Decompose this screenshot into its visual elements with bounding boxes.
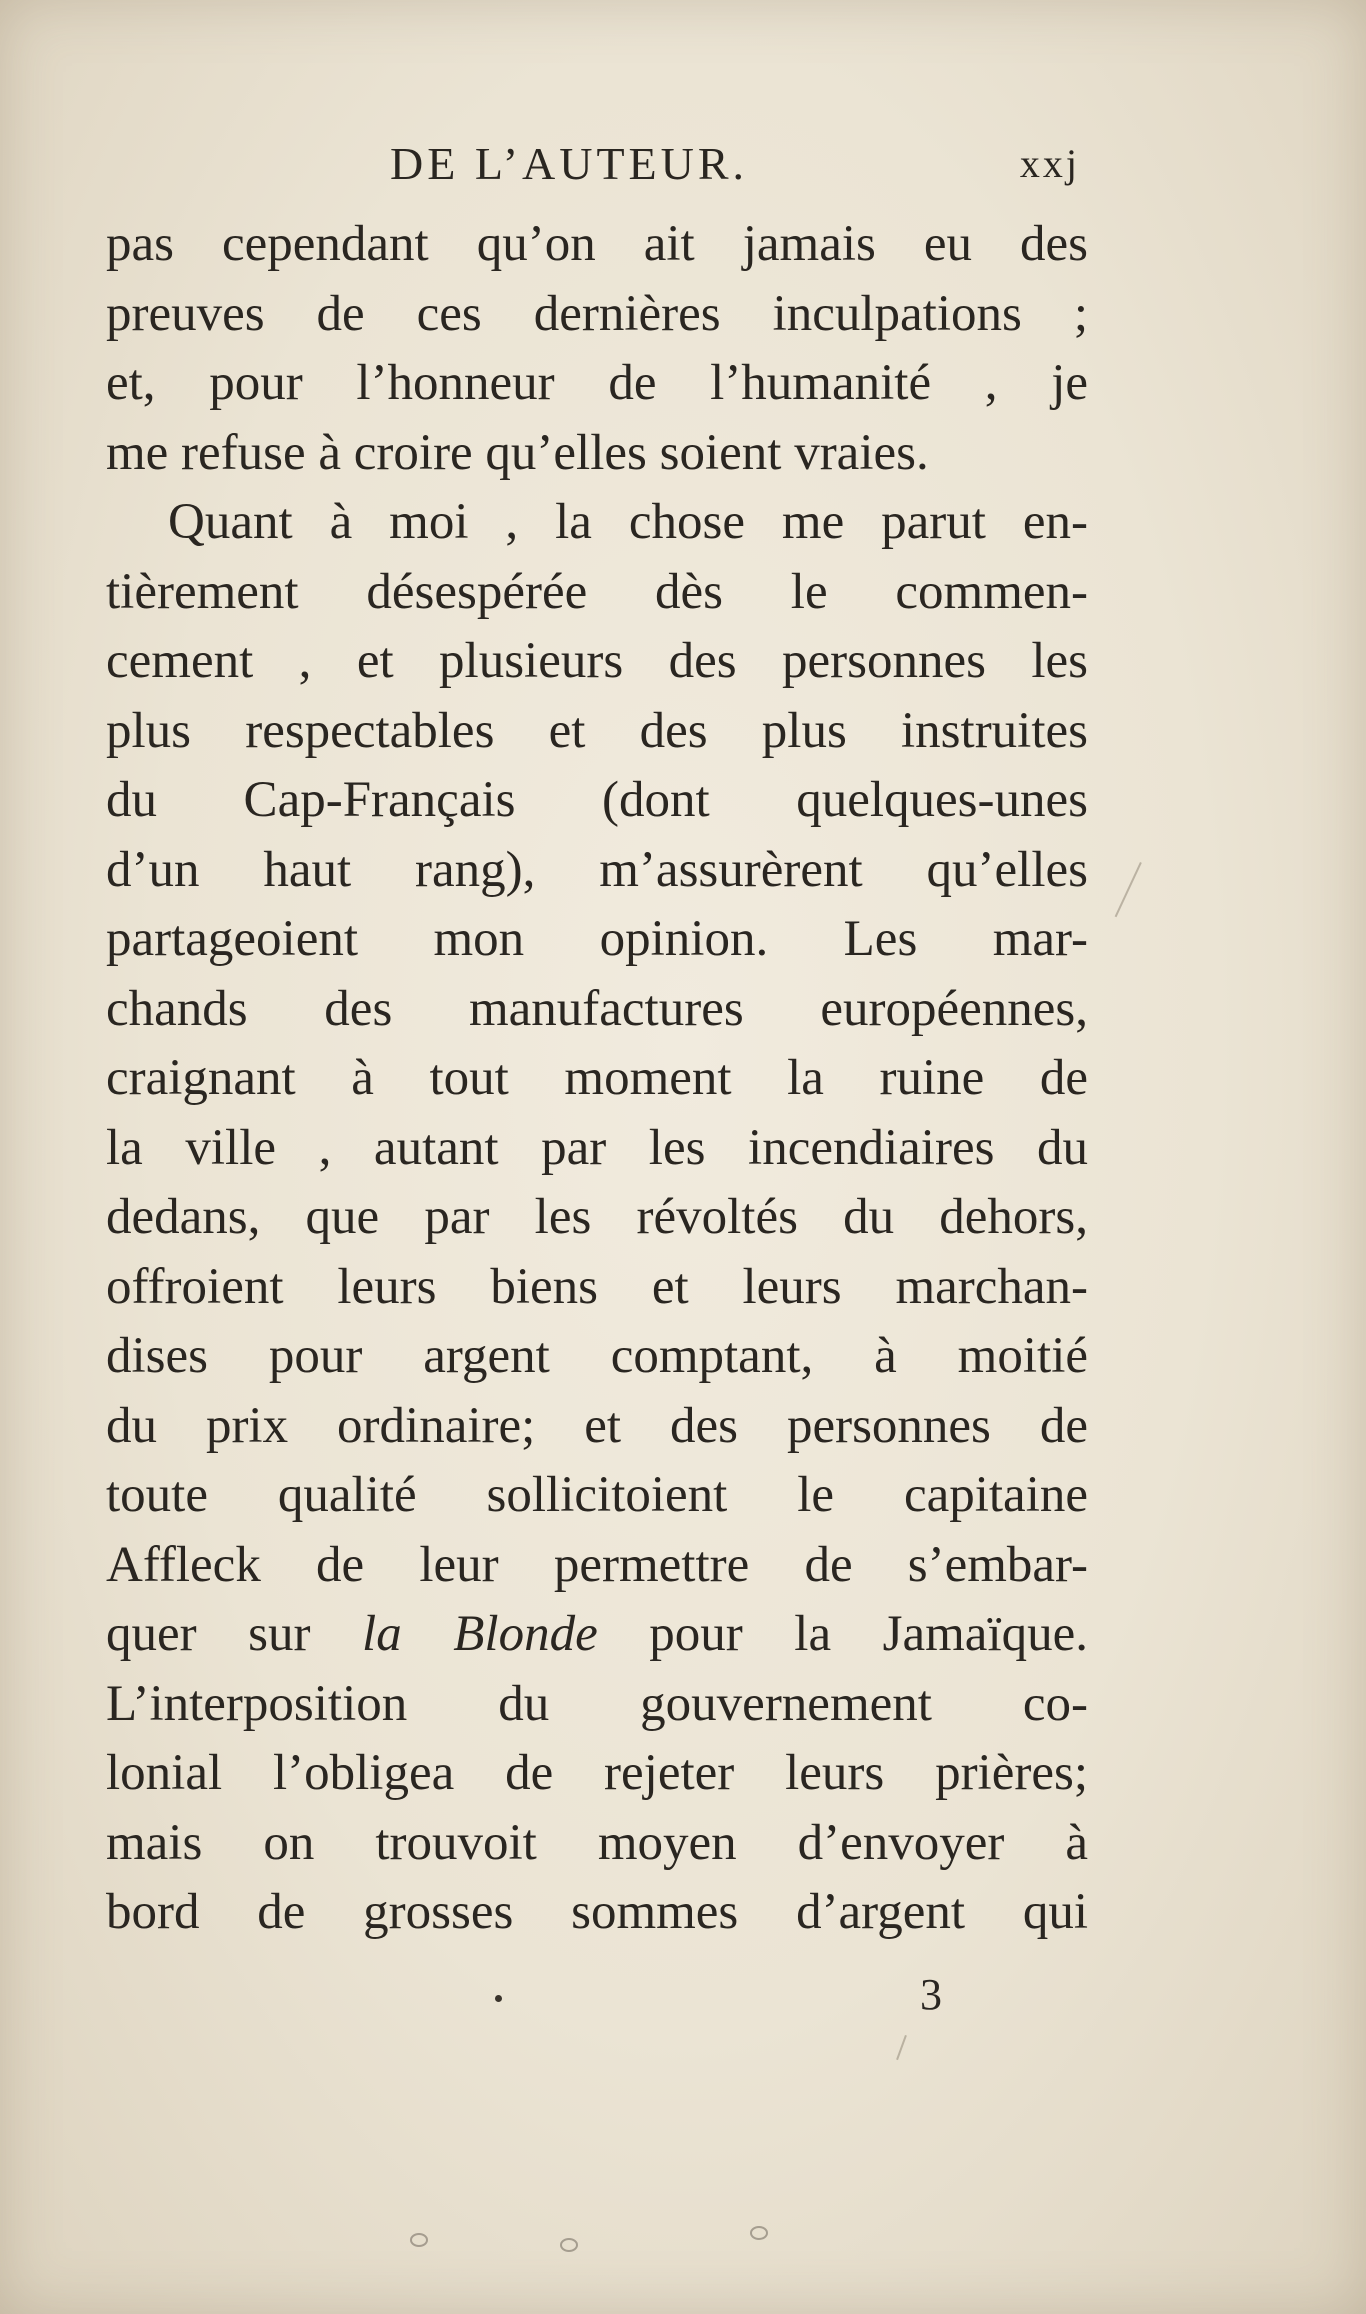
text-segment: quer sur (106, 1606, 363, 1662)
text-line: dises pour argent comptant, à moitié (106, 1328, 1088, 1384)
text-line: offroient leurs biens et leurs marchan- (106, 1258, 1088, 1315)
text-segment: pour la Jamaïque. (597, 1606, 1089, 1662)
bleed-through-mark (410, 2233, 428, 2247)
text-line: bord de grosses sommes d’argent qui (106, 1884, 1088, 1940)
running-title: DE L’AUTEUR. (390, 138, 749, 189)
stray-mark (1115, 862, 1142, 917)
text-line: cement , et plusieurs des personnes les (106, 633, 1088, 689)
text-line-with-italic (106, 1600, 1088, 1670)
text-line: dedans, que par les révoltés du dehors, (106, 1189, 1088, 1245)
text-line: preuves de ces dernières inculpations ; (106, 285, 1088, 342)
text-line: Affleck de leur permettre de s’embar- (106, 1536, 1088, 1593)
text-line: lonial l’obligea de rejeter leurs prières; (106, 1745, 1088, 1801)
text-line: chands des manufactures européennes, (106, 980, 1088, 1037)
stray-mark (896, 2035, 907, 2060)
text-line: plus respectables et des plus instruites (106, 702, 1088, 759)
text-line: L’interposition du gouvernement co- (106, 1675, 1088, 1732)
text-line: et, pour l’honneur de l’humanité , je (106, 355, 1088, 411)
text-line: partageoient mon opinion. Les mar- (106, 911, 1088, 967)
bleed-through-mark (560, 2238, 578, 2252)
text-line: mais on trouvoit moyen d’envoyer à (106, 1814, 1088, 1871)
bleed-through-mark (750, 2226, 768, 2240)
ship-name-italic: la Blonde (362, 1606, 598, 1662)
running-head (100, 134, 1090, 194)
text-line: d’un haut rang), m’assurèrent qu’elles (106, 841, 1088, 898)
body-text (106, 210, 1088, 1948)
text-line: tièrement désespérée dès le commen- (106, 563, 1088, 620)
text-line: pas cependant qu’on ait jamais eu des (106, 216, 1088, 272)
text-line: toute qualité sollicitoient le capitaine (106, 1467, 1088, 1523)
text-line: du prix ordinaire; et des personnes de (106, 1397, 1088, 1454)
text-line: du Cap-Français (dont quelques-unes (106, 772, 1088, 828)
signature-mark: 3 (920, 1970, 942, 2019)
text-line: Quant à moi , la chose me parut en- (168, 494, 1088, 550)
print-dot (495, 1995, 502, 2002)
text-line: la ville , autant par les incendiaires du (106, 1119, 1088, 1176)
text-line: craignant à tout moment la ruine de (106, 1050, 1088, 1106)
text-line: me refuse à croire qu’elles soient vraies. (106, 424, 929, 481)
page-number: xxj (1019, 141, 1080, 186)
